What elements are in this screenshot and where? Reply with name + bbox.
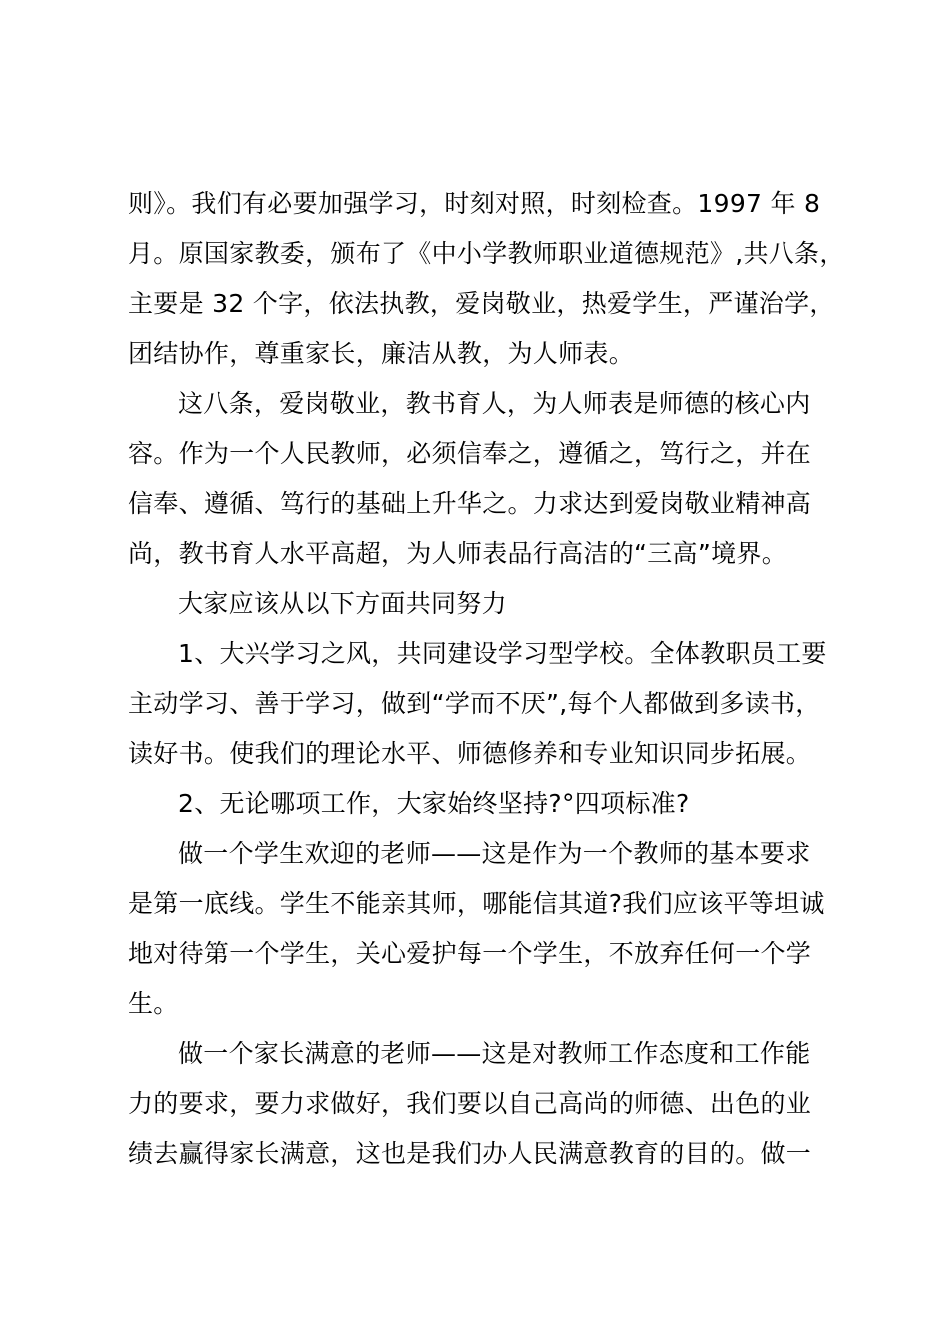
text-line: 读好书。使我们的理论水平、师德修养和专业知识同步拓展。 bbox=[128, 739, 812, 768]
text-line: 做一个家长满意的老师——这是对教师工作态度和工作能 bbox=[178, 1039, 811, 1068]
text-line: 信奉、遵循、笃行的基础上升华之。力求达到爱岗敬业精神高 bbox=[128, 489, 812, 518]
text-line: 这八条，爱岗敬业，教书育人，为人师表是师德的核心内 bbox=[178, 389, 811, 418]
text-line: 容。作为一个人民教师，必须信奉之，遵循之，笃行之，并在 bbox=[128, 439, 812, 468]
text-line: 则》。我们有必要加强学习，时刻对照，时刻检查。1997 年 8 bbox=[128, 189, 821, 218]
text-line: 月。原国家教委，颁布了《中小学教师职业道德规范》,共八条， bbox=[128, 239, 845, 268]
text-line: 生。 bbox=[128, 989, 179, 1018]
text-line: 主要是 32 个字，依法执教，爱岗敬业，热爱学生，严谨治学， bbox=[128, 289, 835, 318]
text-line: 大家应该从以下方面共同努力 bbox=[178, 589, 507, 618]
text-line: 团结协作，尊重家长，廉洁从教，为人师表。 bbox=[128, 339, 635, 368]
text-line: 力的要求，要力求做好，我们要以自己高尚的师德、出色的业 bbox=[128, 1089, 812, 1118]
text-line: 2、无论哪项工作，大家始终坚持?°四项标准? bbox=[178, 789, 690, 818]
text-line: 绩去赢得家长满意，这也是我们办人民满意教育的目的。做一 bbox=[128, 1139, 812, 1168]
text-line: 尚，教书育人水平高超，为人师表品行高洁的“三高”境界。 bbox=[128, 539, 788, 568]
text-line: 是第一底线。学生不能亲其师，哪能信其道?我们应该平等坦诚 bbox=[128, 889, 825, 918]
text-line: 做一个学生欢迎的老师——这是作为一个教师的基本要求 bbox=[178, 839, 811, 868]
text-line: 1、大兴学习之风，共同建设学习型学校。全体教职员工要 bbox=[178, 639, 827, 668]
text-line: 主动学习、善于学习，做到“学而不厌”,每个人都做到多读书， bbox=[128, 689, 821, 718]
text-line: 地对待第一个学生，关心爱护每一个学生，不放弃任何一个学 bbox=[128, 939, 812, 968]
